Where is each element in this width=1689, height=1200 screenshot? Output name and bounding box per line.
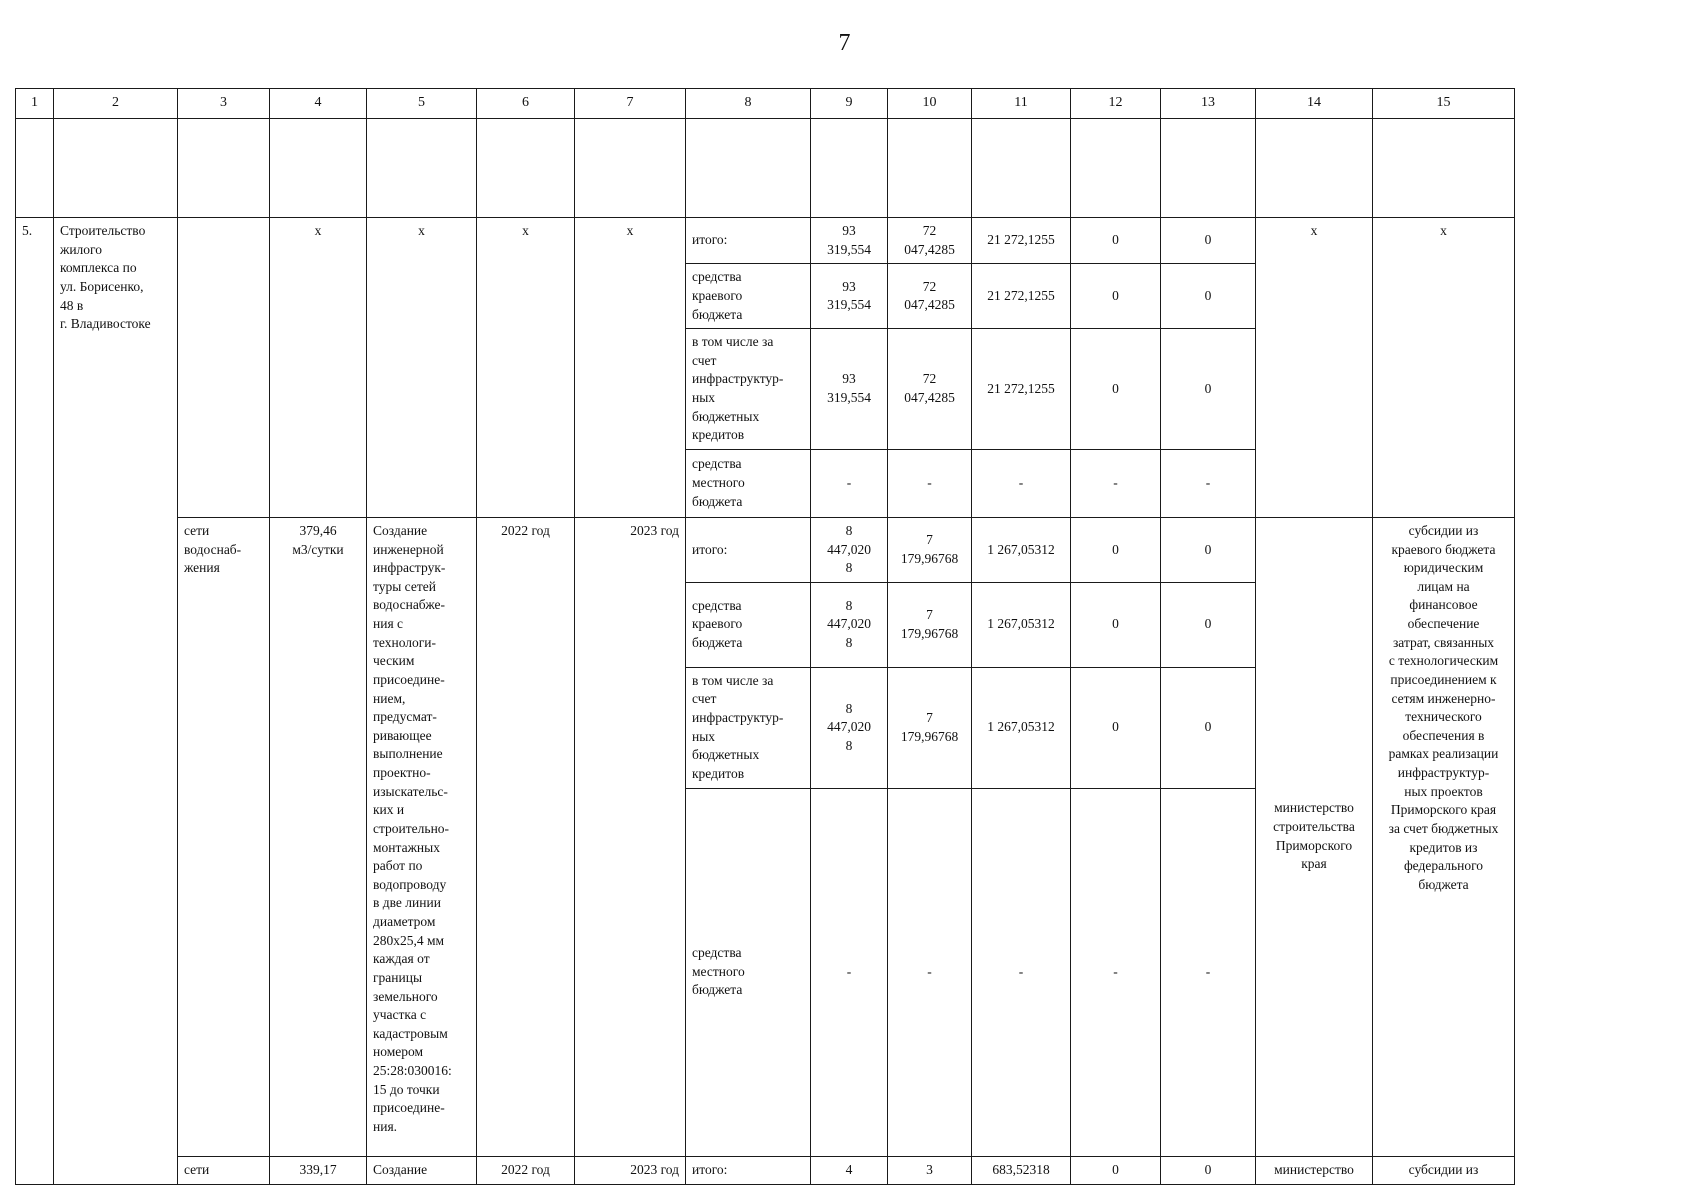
col-header: 7 xyxy=(575,89,686,119)
empty-cell xyxy=(16,119,54,218)
end-year-cell: х xyxy=(575,218,686,518)
responsible-cell: министерство строительства Приморского края xyxy=(1256,517,1373,1156)
responsible-cell: министерство xyxy=(1256,1156,1373,1184)
project-number: 5. xyxy=(16,218,54,1185)
value-cell: 8 447,020 8 xyxy=(811,517,888,582)
project-name: Строительство жилого комплекса по ул. Борисенко, 48 в г. Владивостоке xyxy=(54,218,178,1185)
value-cell: 93 319,554 xyxy=(811,264,888,329)
empty-cell xyxy=(367,119,477,218)
value-cell: - xyxy=(811,449,888,517)
funding-source-label: средства местного бюджета xyxy=(686,449,811,517)
empty-cell xyxy=(178,119,270,218)
value-cell: 21 272,1255 xyxy=(972,329,1071,450)
value-cell: - xyxy=(1071,788,1161,1156)
value-cell: - xyxy=(888,449,972,517)
start-year-cell: х xyxy=(477,218,575,518)
value-cell: 0 xyxy=(1161,517,1256,582)
page-number: 7 xyxy=(838,30,851,56)
value-cell: 0 xyxy=(1161,329,1256,450)
value-cell: 21 272,1255 xyxy=(972,218,1071,264)
description-cell: х xyxy=(367,218,477,518)
value-cell: - xyxy=(811,788,888,1156)
empty-cell xyxy=(1071,119,1161,218)
empty-cell xyxy=(270,119,367,218)
value-cell: - xyxy=(1071,449,1161,517)
value-cell: 0 xyxy=(1161,667,1256,788)
notes-cell: субсидии из краевого бюджета юридическим лицам на финансовое обеспечение затрат, связанных с технологическим присоединением к сетям инженерно- технического обеспечения в рамках реализации инфраструктур- ных проектов Приморского края за счет бюджетных кредитов из федерального бюджета xyxy=(1373,517,1515,1156)
table-row xyxy=(16,1156,1515,1184)
empty-cell xyxy=(888,119,972,218)
value-cell: 0 xyxy=(1161,218,1256,264)
description-cell: Создание xyxy=(367,1156,477,1184)
empty-cell xyxy=(811,119,888,218)
funding-source-label: в том числе за счет инфраструктур- ных бюджетных кредитов xyxy=(686,329,811,450)
value-cell: - xyxy=(972,788,1071,1156)
continuation-row xyxy=(16,119,1515,218)
network-type-cell: сети xyxy=(178,1156,270,1184)
table-row xyxy=(16,517,1515,582)
col-header: 11 xyxy=(972,89,1071,119)
value-cell: 683,52318 xyxy=(972,1156,1071,1184)
value-cell: 93 319,554 xyxy=(811,218,888,264)
column-number-row xyxy=(16,89,1515,119)
value-cell: 1 267,05312 xyxy=(972,517,1071,582)
value-cell: - xyxy=(1161,449,1256,517)
capacity-cell: 379,46 м3/сутки xyxy=(270,517,367,1156)
value-cell: 0 xyxy=(1161,264,1256,329)
capacity-cell: х xyxy=(270,218,367,518)
col-header: 2 xyxy=(54,89,178,119)
value-cell: 4 xyxy=(811,1156,888,1184)
value-cell: 21 272,1255 xyxy=(972,264,1071,329)
funding-source-label: средства краевого бюджета xyxy=(686,264,811,329)
col-header: 8 xyxy=(686,89,811,119)
value-cell: 0 xyxy=(1071,264,1161,329)
empty-cell xyxy=(1161,119,1256,218)
funding-source-label: итого: xyxy=(686,517,811,582)
empty-cell xyxy=(972,119,1071,218)
value-cell: 72 047,4285 xyxy=(888,329,972,450)
col-header: 4 xyxy=(270,89,367,119)
funding-source-label: средства местного бюджета xyxy=(686,788,811,1156)
col-header: 10 xyxy=(888,89,972,119)
empty-cell xyxy=(1373,119,1515,218)
value-cell: 0 xyxy=(1071,517,1161,582)
end-year-cell: 2023 год xyxy=(575,517,686,1156)
value-cell: 0 xyxy=(1071,582,1161,667)
value-cell: 72 047,4285 xyxy=(888,218,972,264)
empty-cell xyxy=(54,119,178,218)
empty-cell xyxy=(1256,119,1373,218)
value-cell: 0 xyxy=(1161,582,1256,667)
value-cell: 3 xyxy=(888,1156,972,1184)
col-header: 14 xyxy=(1256,89,1373,119)
empty-cell xyxy=(686,119,811,218)
responsible-cell: х xyxy=(1256,218,1373,518)
col-header: 13 xyxy=(1161,89,1256,119)
value-cell: 7 179,96768 xyxy=(888,517,972,582)
empty-cell xyxy=(575,119,686,218)
empty-cell xyxy=(178,218,270,518)
network-type-cell: сети водоснаб- жения xyxy=(178,517,270,1156)
notes-cell: субсидии из xyxy=(1373,1156,1515,1184)
value-cell: - xyxy=(972,449,1071,517)
value-cell: - xyxy=(888,788,972,1156)
col-header: 5 xyxy=(367,89,477,119)
value-cell: 93 319,554 xyxy=(811,329,888,450)
start-year-cell: 2022 год xyxy=(477,1156,575,1184)
col-header: 3 xyxy=(178,89,270,119)
end-year-cell: 2023 год xyxy=(575,1156,686,1184)
table-row xyxy=(16,218,1515,264)
value-cell: - xyxy=(1161,788,1256,1156)
col-header: 12 xyxy=(1071,89,1161,119)
value-cell: 7 179,96768 xyxy=(888,582,972,667)
value-cell: 8 447,020 8 xyxy=(811,667,888,788)
value-cell: 0 xyxy=(1161,1156,1256,1184)
col-header: 15 xyxy=(1373,89,1515,119)
value-cell: 72 047,4285 xyxy=(888,264,972,329)
funding-source-label: средства краевого бюджета xyxy=(686,582,811,667)
value-cell: 0 xyxy=(1071,329,1161,450)
program-table xyxy=(15,88,1515,1185)
value-cell: 8 447,020 8 xyxy=(811,582,888,667)
value-cell: 1 267,05312 xyxy=(972,667,1071,788)
funding-source-label: в том числе за счет инфраструктур- ных бюджетных кредитов xyxy=(686,667,811,788)
value-cell: 1 267,05312 xyxy=(972,582,1071,667)
col-header: 6 xyxy=(477,89,575,119)
col-header: 1 xyxy=(16,89,54,119)
value-cell: 7 179,96768 xyxy=(888,667,972,788)
description-cell: Создание инженерной инфраструк- туры сетей водоснабже- ния с технологи- ческим присоедине- нием, предусмат- ривающее выполнение проектно- изыскательс- ких и строительно- монтажных работ по водопроводу в две линии диаметром 280х25,4 мм каждая от границы земельного участка с кадастровым номером 25:28:030016: 15 до точки присоедине- ния. xyxy=(367,517,477,1156)
capacity-cell: 339,17 xyxy=(270,1156,367,1184)
funding-source-label: итого: xyxy=(686,1156,811,1184)
value-cell: 0 xyxy=(1071,1156,1161,1184)
notes-cell: х xyxy=(1373,218,1515,518)
value-cell: 0 xyxy=(1071,667,1161,788)
col-header: 9 xyxy=(811,89,888,119)
funding-source-label: итого: xyxy=(686,218,811,264)
value-cell: 0 xyxy=(1071,218,1161,264)
empty-cell xyxy=(477,119,575,218)
start-year-cell: 2022 год xyxy=(477,517,575,1156)
